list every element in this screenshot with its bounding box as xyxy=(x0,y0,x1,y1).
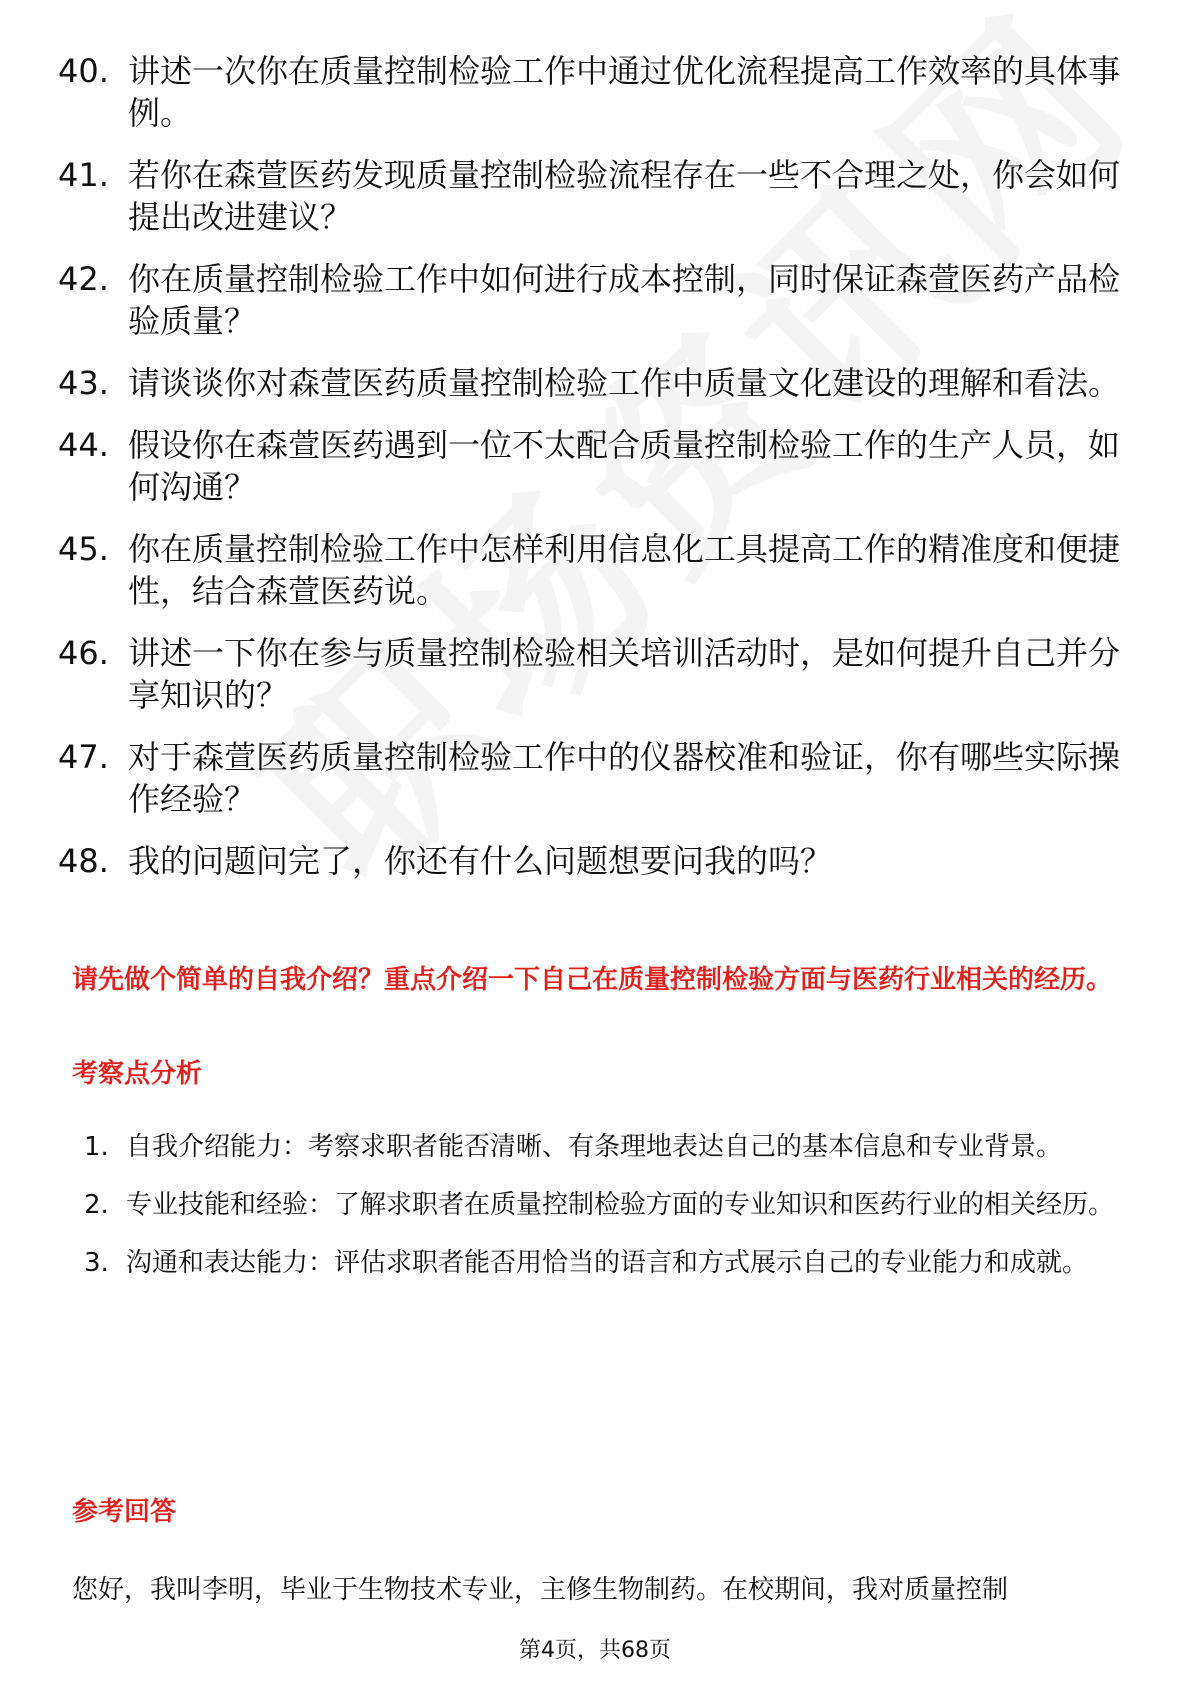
list-item xyxy=(58,632,1138,716)
highlight-question: 请先做个简单的自我介绍？重点介绍一下自己在质量控制检验方面与医药行业相关的经历。 xyxy=(72,965,1113,995)
analysis-number: 2. xyxy=(84,1190,109,1220)
list-item xyxy=(58,424,1138,508)
question-number: 46. xyxy=(58,634,109,672)
list-item xyxy=(58,528,1138,612)
analysis-text: 自我介绍能力：考察求职者能否清晰、有条理地表达自己的基本信息和专业背景。 xyxy=(126,1132,1063,1162)
question-number: 41. xyxy=(58,156,109,194)
question-number: 40. xyxy=(58,52,109,90)
list-item xyxy=(84,1176,1134,1234)
question-text: 讲述一下你在参与质量控制检验相关培训活动时，是如何提升自己并分享知识的？ xyxy=(128,634,1121,714)
question-text: 你在质量控制检验工作中怎样利用信息化工具提高工作的精准度和便捷性，结合森萱医药说。 xyxy=(128,530,1121,610)
analysis-number: 3. xyxy=(84,1248,109,1278)
list-item xyxy=(58,362,1138,404)
question-number: 47. xyxy=(58,738,109,776)
list-item xyxy=(58,154,1138,238)
analysis-list xyxy=(84,1118,1134,1292)
analysis-text: 沟通和表达能力：评估求职者能否用恰当的语言和方式展示自己的专业能力和成就。 xyxy=(126,1248,1089,1278)
question-number: 48. xyxy=(58,842,109,880)
answer-text: 您好，我叫李明，毕业于生物技术专业，主修生物制药。在校期间，我对质量控制 xyxy=(72,1575,1009,1605)
analysis-heading: 考察点分析 xyxy=(72,1059,203,1089)
question-number: 45. xyxy=(58,530,109,568)
question-text: 假设你在森萱医药遇到一位不太配合质量控制检验工作的生产人员，如何沟通？ xyxy=(128,426,1121,506)
question-text: 请谈谈你对森萱医药质量控制检验工作中质量文化建设的理解和看法。 xyxy=(128,364,1121,402)
list-item xyxy=(58,258,1138,342)
question-number: 43. xyxy=(58,364,109,402)
analysis-text: 专业技能和经验：了解求职者在质量控制检验方面的专业知识和医药行业的相关经历。 xyxy=(126,1190,1115,1220)
question-text: 若你在森萱医药发现质量控制检验流程存在一些不合理之处，你会如何提出改进建议？ xyxy=(128,156,1121,236)
question-text: 你在质量控制检验工作中如何进行成本控制，同时保证森萱医药产品检验质量？ xyxy=(128,260,1121,340)
list-item xyxy=(84,1234,1134,1292)
list-item xyxy=(84,1118,1134,1176)
list-item xyxy=(58,840,1138,882)
question-text: 对于森萱医药质量控制检验工作中的仪器校准和验证，你有哪些实际操作经验？ xyxy=(128,738,1121,818)
page-footer: 第4页，共68页 xyxy=(519,1638,671,1663)
question-text: 讲述一次你在质量控制检验工作中通过优化流程提高工作效率的具体事例。 xyxy=(128,52,1121,132)
analysis-number: 1. xyxy=(84,1132,109,1162)
question-list xyxy=(58,50,1138,902)
question-text: 我的问题问完了，你还有什么问题想要问我的吗？ xyxy=(128,842,833,880)
list-item xyxy=(58,50,1138,134)
answer-heading: 参考回答 xyxy=(72,1497,177,1527)
list-item xyxy=(58,736,1138,820)
question-number: 42. xyxy=(58,260,109,298)
question-number: 44. xyxy=(58,426,109,464)
